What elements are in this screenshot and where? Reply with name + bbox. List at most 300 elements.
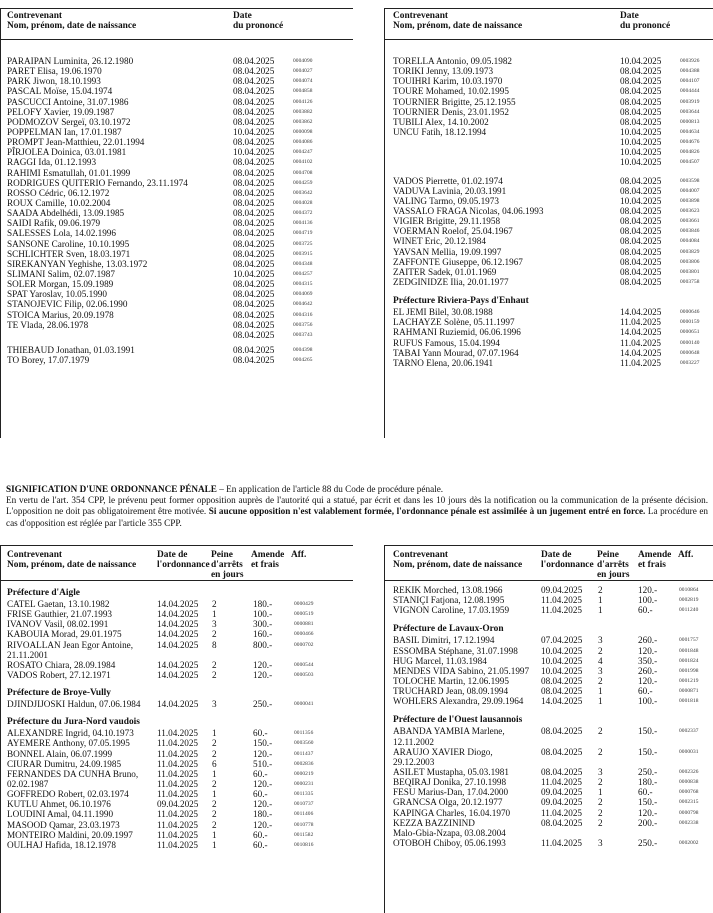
list-item: [385, 127, 713, 137]
entry-date: 08.04.2025: [233, 344, 275, 355]
entry-name: POPPELMAN Ian, 17.01.1987: [7, 126, 122, 137]
entry-name: KEZZA BAZZININD: [393, 817, 475, 828]
entry-num: 0002337: [679, 728, 699, 735]
entry-num: 0002338: [679, 819, 699, 826]
entry-num: 0011240: [679, 607, 699, 614]
entry-num: 0011406: [294, 811, 314, 818]
list-item: [1, 127, 353, 137]
list-item: [385, 327, 713, 337]
entry-date: 09.04.2025: [157, 799, 199, 810]
entry-date: 08.04.2025: [233, 197, 275, 208]
entry-peine: 2: [212, 659, 217, 670]
list-item: [1, 660, 353, 670]
entry-date: 11.04.2025: [541, 807, 583, 818]
list-item: [1, 198, 353, 208]
entry-amende: 250.-: [638, 837, 658, 848]
entry-peine: 4: [598, 655, 603, 666]
entry-date: 08.04.2025: [620, 76, 662, 87]
entry-num: 0004642: [293, 301, 313, 308]
entry-date: 10.04.2025: [620, 126, 662, 137]
entry-date: 08.04.2025: [541, 675, 583, 686]
entry-list: [385, 581, 713, 848]
entry-num: 0004028: [293, 199, 313, 206]
entry-date: 08.04.2025: [233, 299, 275, 310]
list-item: [385, 605, 713, 615]
entry-num: 0000159: [680, 319, 700, 326]
entry-name: TOURE Mohamed, 10.02.1995: [393, 86, 509, 97]
entry-date: 14.04.2025: [541, 696, 583, 707]
entry-name: ROUX Camille, 10.02.2004: [7, 197, 111, 208]
entry-peine: 3: [598, 665, 603, 676]
entry-name: PARAIPAN Luminita, 26.12.1980: [7, 56, 134, 66]
entry-num: 0001848: [679, 647, 699, 654]
entry-num: 0004007: [680, 187, 700, 194]
entry-name: SPAT Yaroslav, 10.05.1990: [7, 289, 107, 300]
list-item: [385, 585, 713, 595]
list-item: [385, 107, 713, 117]
entry-peine: 2: [212, 599, 217, 609]
list-item: [1, 228, 353, 238]
list-item: [385, 808, 713, 818]
list-item: [1, 107, 353, 117]
entry-date: 08.04.2025: [233, 167, 275, 178]
entry-date: 11.04.2025: [541, 777, 583, 788]
entry-num: 0004372: [293, 210, 313, 217]
list-item: [385, 828, 713, 838]
entry-name: 21.11.2001: [7, 649, 49, 660]
list-item: [1, 218, 353, 228]
entry-name: VADOS Pierrette, 01.02.1974: [393, 175, 503, 186]
entry-amende: 120.-: [253, 819, 273, 830]
entry-name: STANOJEVIC Filip, 02.06.1990: [7, 299, 128, 310]
entry-num: 0000768: [679, 789, 699, 796]
list-item: [385, 777, 713, 787]
section-title: Préfecture Riviera-Pays d'Enhaut: [393, 296, 529, 307]
list-item: [385, 757, 713, 767]
entry-date: 08.04.2025: [233, 248, 275, 259]
entry-num: 0001757: [679, 637, 699, 644]
entry-peine: 1: [212, 789, 217, 800]
entry-amende: 100.-: [638, 595, 658, 606]
entry-name: SCHLICHTER Sven, 18.03.1971: [7, 248, 131, 259]
entry-num: 0011582: [294, 831, 314, 838]
entry-name: FESU Marius-Dan, 17.04.2000: [393, 787, 509, 798]
entry-date: 14.04.2025: [157, 639, 199, 650]
entry-list: [385, 40, 713, 368]
entry-peine: 1: [212, 829, 217, 840]
list-item: [385, 595, 713, 605]
entry-name: DJINDJIJOSKI Haldun, 07.06.1984: [7, 699, 141, 710]
entry-num: 0011356: [294, 730, 314, 737]
list-item: [1, 137, 353, 147]
section-title: Préfecture du Jura-Nord vaudois: [7, 717, 140, 728]
entry-num: 0002315: [679, 799, 699, 806]
entry-num: 0003560: [294, 740, 314, 747]
entry-name: STOICA Marius, 20.09.1978: [7, 309, 114, 320]
entry-name: TORELLA Antonio, 09.05.1982: [393, 56, 513, 66]
list-item: [1, 609, 353, 619]
entry-date: 08.04.2025: [233, 319, 275, 330]
entry-name: BONNEL Alain, 06.07.1999: [7, 748, 113, 759]
entry-num: 0000881: [294, 621, 314, 628]
entry-num: 0004444: [680, 88, 700, 95]
entry-num: 0003919: [680, 98, 700, 105]
entry-amende: 60.-: [253, 768, 268, 779]
entry-date: 08.04.2025: [620, 66, 662, 77]
entry-num: 0011437: [294, 750, 314, 757]
list-item: [1, 66, 353, 76]
entry-date: 11.04.2025: [157, 789, 199, 800]
list-item: [1, 789, 353, 799]
entry-peine: 1: [598, 787, 603, 798]
list-item: [1, 699, 353, 709]
entry-date: 14.04.2025: [620, 347, 662, 358]
entry-peine: 3: [212, 699, 217, 710]
entry-name: ABANDA YAMBIA Marlene,: [393, 726, 505, 737]
entry-name: ROSSO Cédric, 06.12.1972: [7, 187, 110, 198]
entry-date: 08.04.2025: [620, 205, 662, 216]
list-item: [385, 666, 713, 676]
entry-peine: 2: [598, 807, 603, 818]
entry-date: 08.04.2025: [233, 187, 275, 198]
entry-name: SAADA Abdelhédi, 13.09.1985: [7, 208, 125, 219]
entry-num: 0004126: [293, 98, 313, 105]
entry-peine: 1: [598, 696, 603, 707]
entry-num: 0003743: [293, 331, 313, 338]
entry-num: 0000429: [294, 601, 314, 607]
entry-name: CATEL Gaetan, 13.10.1982: [7, 599, 110, 609]
entry-name: RAHIMI Esmatullah, 01.01.1999: [7, 167, 131, 178]
list-item: [385, 186, 713, 196]
entry-peine: 2: [598, 817, 603, 828]
entry-amende: 180.-: [638, 777, 658, 788]
entry-num: 0003644: [680, 108, 700, 115]
list-item: [385, 358, 713, 368]
entry-name: RIVOALLAN Jean Egor Antoine,: [7, 639, 134, 650]
entry-peine: 1: [598, 605, 603, 616]
list-item: [385, 66, 713, 76]
entry-num: 0004136: [293, 220, 313, 227]
entry-date: 08.04.2025: [620, 226, 662, 237]
list-item: [385, 76, 713, 86]
entry-num: 0004676: [680, 139, 700, 146]
entry-date: 14.04.2025: [620, 327, 662, 338]
list-item: [385, 635, 713, 645]
entry-date: 10.04.2025: [620, 56, 662, 66]
entry-date: 11.04.2025: [620, 317, 662, 328]
entry-name: TO Borey, 17.07.1979: [7, 355, 90, 366]
entry-name: ROSATO Chiara, 28.09.1984: [7, 659, 116, 670]
list-item: [385, 176, 713, 186]
entry-peine: 2: [598, 726, 603, 737]
entry-date: 08.04.2025: [620, 256, 662, 267]
entry-date: 08.04.2025: [620, 96, 662, 107]
entry-num: 0003623: [680, 207, 700, 214]
entry-peine: 6: [212, 758, 217, 769]
list-item: [385, 257, 713, 267]
entry-date: 08.04.2025: [233, 76, 275, 87]
entry-name: TRUCHARD Jean, 08.09.1994: [393, 686, 509, 697]
entry-num: 0003806: [680, 258, 700, 265]
entry-amende: 150.-: [638, 726, 658, 737]
entry-name: KABOUIA Morad, 29.01.1975: [7, 629, 122, 640]
entry-num: 0000646: [680, 309, 700, 316]
entry-name: LACHAYZE Solène, 05.11.1997: [393, 317, 515, 328]
list-item: [1, 188, 353, 198]
ordonnance-notice: [6, 484, 708, 529]
entry-date: 08.04.2025: [620, 185, 662, 196]
entry-num: 0000648: [680, 349, 700, 356]
entry-name: SLIMANI Salim, 02.07.1987: [7, 268, 115, 279]
entry-peine: 2: [598, 645, 603, 656]
entry-name: BEQIRAJ Donika, 27.10.1998: [393, 777, 507, 788]
entry-amende: 60.-: [638, 605, 653, 616]
entry-amende: 150.-: [638, 746, 658, 757]
entry-peine: 3: [598, 837, 603, 848]
entry-name: THIEBAUD Jonathan, 01.03.1991: [7, 344, 135, 355]
list-item: [385, 226, 713, 236]
entry-name: MENDES VIDA Sabino, 21.05.1997: [393, 665, 530, 676]
list-item: [385, 277, 713, 287]
entry-name: LOUDINI Amal, 04.11.1990: [7, 809, 114, 820]
entry-date: 08.04.2025: [233, 137, 275, 148]
entry-amende: 60.-: [638, 686, 653, 697]
entry-num: 0001818: [679, 698, 699, 705]
entry-date: 14.04.2025: [157, 619, 199, 630]
top-right-pane: [384, 8, 713, 438]
entry-num: 0000813: [680, 118, 700, 125]
list-item: [1, 619, 353, 629]
entry-num: 0004102: [293, 159, 313, 166]
list-item: [1, 86, 353, 96]
entry-num: 0001219: [679, 677, 699, 684]
entry-amende: 100.-: [638, 696, 658, 707]
entry-name: KAPINGA Charles, 16.04.1970: [393, 807, 511, 818]
entry-peine: 2: [212, 629, 217, 640]
list-item: [1, 759, 353, 769]
entry-name: 29.12.2003: [393, 756, 435, 767]
entry-name: 02.02.1987: [7, 778, 49, 789]
name-column-header: Contrevenant Nom, prénom, date de naissance: [7, 11, 137, 31]
entry-name: RAGGI Ida, 01.12.1993: [7, 157, 97, 168]
entry-num: 0004708: [293, 169, 313, 176]
entry-name: EL JEMI Bilel, 30.08.1988: [393, 307, 493, 318]
entry-amende: 120.-: [253, 659, 273, 670]
entry-date: 08.04.2025: [233, 329, 275, 340]
list-item: [385, 737, 713, 747]
entry-num: 0003862: [293, 118, 313, 125]
entry-date: 10.04.2025: [541, 665, 583, 676]
entry-name: TARNO Elena, 20.06.1941: [393, 357, 494, 368]
list-item: [1, 840, 353, 850]
entry-num: 0003725: [293, 240, 313, 247]
entry-date: 11.04.2025: [157, 748, 199, 759]
entry-date: 11.04.2025: [157, 829, 199, 840]
list-item: [1, 769, 353, 779]
peine-column-header: Peine d'arrêts en jours: [211, 550, 244, 580]
entry-amende: 120.-: [638, 807, 658, 818]
entry-peine: 1: [212, 609, 217, 620]
entry-amende: 260.-: [638, 665, 658, 676]
entry-date: 08.04.2025: [233, 258, 275, 269]
entry-amende: 200.-: [638, 817, 658, 828]
entry-name: WOHLERS Alexandra, 29.09.1964: [393, 696, 524, 707]
entry-date: 10.04.2025: [620, 137, 662, 148]
section-title: Préfecture de Lavaux-Oron: [393, 624, 504, 635]
section-title: Préfecture de Broye-Vully: [7, 688, 111, 699]
entry-date: 09.04.2025: [541, 585, 583, 595]
entry-num: 0004086: [293, 139, 313, 146]
entry-name: VOERMAN Roelof, 25.04.1967: [393, 226, 513, 237]
notice-body: En vertu de l'art. 354 CPP, le prévenu peut former opposition auprès de l'autorité qui a statué, par écrit et dans les 10 jours dès la notification ou la communication de la présente décision. L'opposition ne doit pas obligatoirement être motivée.: [6, 495, 708, 517]
entry-num: 0000140: [680, 339, 700, 346]
entry-date: 11.04.2025: [541, 605, 583, 616]
entry-peine: 2: [598, 585, 603, 595]
entry-name: PASCAL Moïse, 15.04.1974: [7, 86, 113, 97]
entry-date: 08.04.2025: [233, 228, 275, 239]
entry-name: VADUVA Lavinia, 20.03.1991: [393, 185, 507, 196]
entry-date: 08.04.2025: [233, 56, 275, 66]
entry-date: 14.04.2025: [157, 699, 199, 710]
entry-peine: 2: [212, 669, 217, 680]
entry-date: 10.04.2025: [620, 195, 662, 206]
entry-num: 0004027: [293, 68, 313, 75]
entry-date: 08.04.2025: [233, 96, 275, 107]
entry-peine: 2: [212, 809, 217, 820]
date-column-header: Date de l'ordonnance: [541, 550, 594, 570]
entry-date: 14.04.2025: [157, 599, 199, 609]
entry-name: AYEMERE Anthony, 07.05.1995: [7, 738, 130, 749]
entry-peine: 1: [598, 686, 603, 697]
list-item: [385, 307, 713, 317]
entry-num: 0011335: [294, 791, 314, 798]
entry-date: 11.04.2025: [157, 768, 199, 779]
entry-peine: 1: [212, 728, 217, 739]
entry-num: 0004084: [680, 238, 700, 245]
list-item: [1, 279, 353, 289]
notice-bold-clause: Si aucune opposition n'est valablement formée, l'ordonnance pénale est assimilée à un jugement entré en force.: [208, 506, 646, 517]
entry-name: VIGIER Brigitte, 29.11.1958: [393, 216, 501, 227]
entry-name: PARK Jiwon, 18.10.1993: [7, 76, 101, 87]
list-item: [385, 147, 713, 157]
entry-name: TORIKI Jenny, 13.09.1973: [393, 66, 494, 77]
entry-date: 14.04.2025: [157, 609, 199, 620]
list-item: [1, 599, 353, 609]
entry-name: TOURNIER Denis, 23.01.1952: [393, 106, 509, 117]
entry-name: SANSONE Caroline, 10.10.1995: [7, 238, 130, 249]
list-item: [1, 299, 353, 309]
entry-amende: 180.-: [253, 809, 273, 820]
entry-peine: 2: [212, 748, 217, 759]
entry-num: 0000466: [294, 631, 314, 638]
list-item: [385, 797, 713, 807]
entry-peine: 2: [212, 738, 217, 749]
entry-date: 11.04.2025: [157, 758, 199, 769]
entry-peine: 3: [212, 619, 217, 630]
entry-date: 11.04.2025: [157, 809, 199, 820]
entry-amende: 120.-: [638, 675, 658, 686]
entry-peine: 2: [598, 797, 603, 808]
entry-name: SAIDI Rafik, 09.06.1979: [7, 218, 101, 229]
entry-date: 08.04.2025: [620, 246, 662, 257]
list-item: [385, 747, 713, 757]
list-item: [385, 338, 713, 348]
entry-num: 0004259: [293, 179, 313, 186]
entry-name: SIREKANYAN Yeghishe, 13.03.1972: [7, 258, 148, 269]
entry-name: PASCUCCI Antoine, 31.07.1986: [7, 96, 129, 107]
entry-num: 0004247: [293, 149, 313, 156]
entry-date: 10.04.2025: [620, 147, 662, 158]
top-left-pane: [0, 8, 353, 438]
entry-date: 10.04.2025: [541, 645, 583, 656]
entry-name: ARAUJO XAVIER Diogo,: [393, 746, 493, 757]
entry-name: WINET Eric, 20.12.1984: [393, 236, 486, 247]
entry-num: 0004348: [293, 260, 313, 267]
entry-num: 0002819: [679, 597, 699, 604]
list-item: [385, 247, 713, 257]
entry-date: 08.04.2025: [233, 289, 275, 300]
list-item: [1, 178, 353, 188]
list-item: [385, 56, 713, 66]
list-item: [1, 157, 353, 167]
entry-peine: 2: [598, 675, 603, 686]
date-column-header: Date de l'ordonnance: [157, 550, 210, 570]
entry-num: 0004107: [680, 78, 700, 85]
entry-num: 0003829: [680, 248, 700, 255]
entry-num: 0002326: [679, 768, 699, 775]
entry-date: 08.04.2025: [620, 175, 662, 186]
entry-num: 0003846: [680, 228, 700, 235]
list-item: [1, 809, 353, 819]
entry-num: 0010737: [294, 801, 314, 808]
entry-num: 0004388: [680, 68, 700, 75]
notice-body-end: La procédure en cas d'opposition est réglée par l'article 355 CPP.: [6, 506, 708, 528]
list-item: [385, 656, 713, 666]
list-item: [385, 236, 713, 246]
entry-date: 14.04.2025: [157, 629, 199, 640]
entry-peine: 1: [212, 839, 217, 850]
entry-amende: 180.-: [253, 599, 273, 609]
entry-name: SALESSES Lola, 14.02.1996: [7, 228, 116, 239]
notice-heading: SIGNIFICATION D'UNE ORDONNANCE PÉNALE: [6, 484, 217, 494]
entry-date: 07.04.2025: [541, 635, 583, 646]
entry-name: VASSALO FRAGA Nicolas, 04.06.1993: [393, 205, 544, 216]
entry-num: 0001824: [679, 657, 699, 664]
list-item: [385, 216, 713, 226]
entry-date: 08.04.2025: [233, 208, 275, 219]
entry-date: 11.04.2025: [157, 778, 199, 789]
entry-num: 0003598: [680, 177, 700, 184]
entry-num: 0004719: [293, 230, 313, 237]
entry-name: PROMPT Jean-Matthieu, 22.01.1994: [7, 137, 145, 148]
entry-name: FRISE Gauthier, 21.07.1993: [7, 609, 113, 620]
entry-date: 08.04.2025: [620, 86, 662, 97]
entry-num: 0004090: [293, 58, 313, 64]
list-item: [1, 820, 353, 830]
peine-column-header: Peine d'arrêts en jours: [597, 550, 630, 580]
entry-name: ZEDGINIDZE Ilia, 20.01.1977: [393, 276, 509, 287]
name-column-header: Contrevenant Nom, prénom, date de naissance: [393, 11, 523, 31]
entry-date: 14.04.2025: [620, 307, 662, 318]
entry-name: RUFUS Famous, 15.04.1994: [393, 337, 500, 348]
entry-num: 0003758: [680, 278, 700, 285]
entry-num: 0000519: [294, 611, 314, 618]
entry-peine: 1: [212, 768, 217, 779]
entry-name: BASIL Dimitri, 17.12.1994: [393, 635, 495, 646]
entry-amende: 120.-: [638, 645, 658, 656]
entry-peine: 2: [212, 778, 217, 789]
entry-num: 0004634: [680, 128, 700, 135]
